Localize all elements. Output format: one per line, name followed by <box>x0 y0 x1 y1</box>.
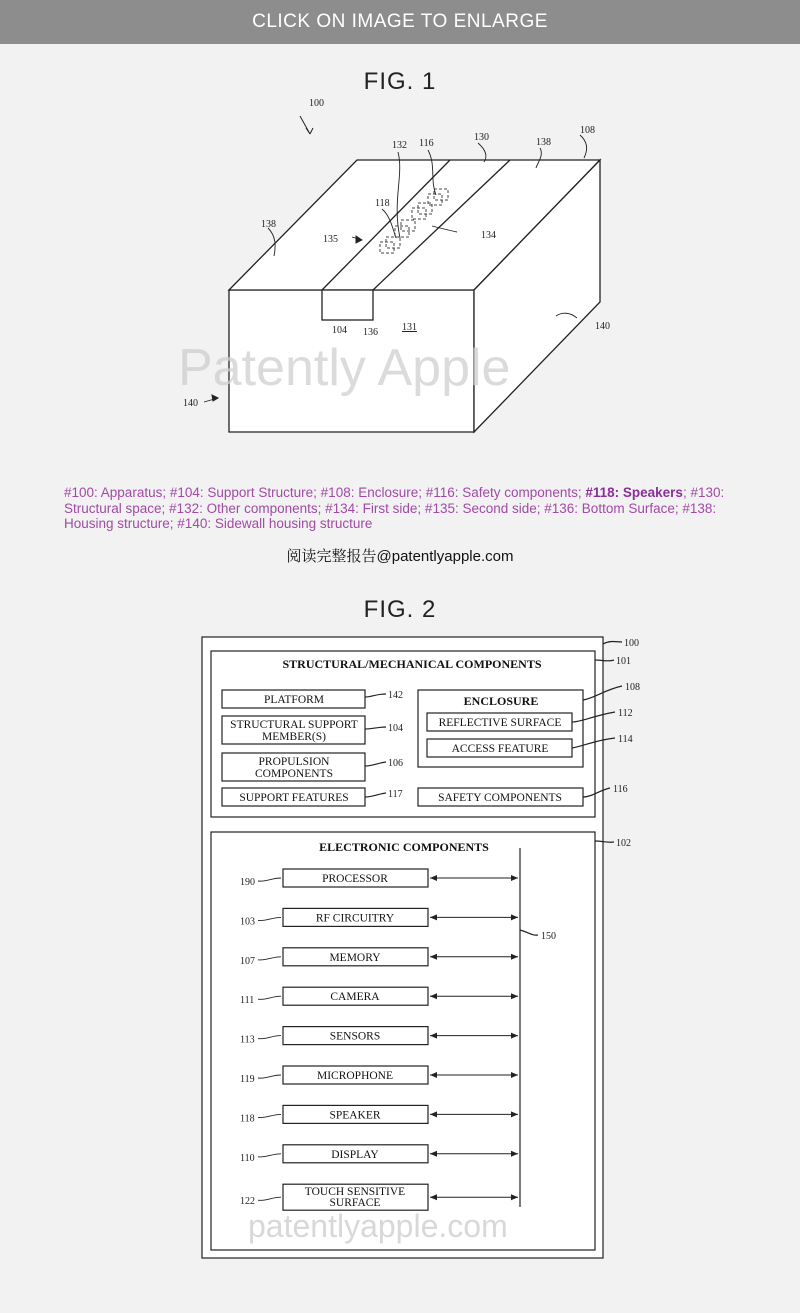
component-ref: 111 <box>240 995 255 1007</box>
caption-part1: #100: Apparatus; #104: Support Structure; #108: Enclosure; #116: Safety components; <box>64 485 586 500</box>
enclosure-label: ENCLOSURE <box>463 694 539 708</box>
watermark-fig1: Patently Apple <box>178 339 511 397</box>
component-label: SENSORS <box>329 1030 381 1043</box>
caption-highlight: #118: Speakers <box>585 485 683 500</box>
label-108: 108 <box>580 125 595 136</box>
label-136: 136 <box>363 327 378 338</box>
support-member-label-1: STRUCTURAL SUPPORT <box>230 719 358 731</box>
propulsion-label-1: PROPULSION <box>258 756 330 768</box>
electronic-heading: ELECTRONIC COMPONENTS <box>319 840 489 854</box>
component-ref: 113 <box>240 1034 255 1046</box>
ref-112: 112 <box>618 708 633 719</box>
ref-114: 114 <box>618 734 633 745</box>
fig1-title: FIG. 1 <box>363 68 437 95</box>
label-131: 131 <box>402 322 417 333</box>
label-140-left: 140 <box>183 398 198 409</box>
component-label: SPEAKER <box>329 1109 381 1122</box>
structural-heading: STRUCTURAL/MECHANICAL COMPONENTS <box>282 657 542 671</box>
safety-components-label: SAFETY COMPONENTS <box>438 792 562 804</box>
label-134: 134 <box>481 230 496 241</box>
figure-caption <box>64 485 744 532</box>
ref-142: 142 <box>388 690 403 701</box>
label-116: 116 <box>419 138 434 149</box>
component-ref: 190 <box>240 877 255 888</box>
fig2-title: FIG. 2 <box>363 596 437 623</box>
label-130: 130 <box>474 132 489 143</box>
ref-104: 104 <box>388 723 403 734</box>
component-label: PROCESSOR <box>322 873 388 885</box>
label-118: 118 <box>375 198 390 209</box>
caption-part2: ; #130: Structural space; #132: Other components; #134: First side; #135: Second side; #136: Bottom Surface; #138: Housing structure; #140: Sidewall housing structure <box>64 485 725 531</box>
component-label-line2: SURFACE <box>329 1197 381 1210</box>
platform-label: PLATFORM <box>263 694 325 706</box>
ref-117: 117 <box>388 789 403 800</box>
label-135: 135 <box>323 234 338 245</box>
support-member-label-2: MEMBER(S) <box>262 731 326 743</box>
access-feature-label: ACCESS FEATURE <box>451 743 549 755</box>
component-ref: 122 <box>240 1196 255 1208</box>
component-label: MICROPHONE <box>316 1070 394 1082</box>
component-ref: 110 <box>240 1152 255 1164</box>
ref-116: 116 <box>613 784 628 795</box>
ref-100: 100 <box>624 638 639 649</box>
watermark-fig2: patentlyapple.com <box>248 1208 508 1244</box>
label-132: 132 <box>392 140 407 151</box>
component-ref: 103 <box>240 916 255 928</box>
component-label: MEMORY <box>329 951 381 964</box>
ref-101: 101 <box>616 656 631 667</box>
enlarge-banner[interactable]: CLICK ON IMAGE TO ENLARGE <box>0 0 800 44</box>
label-138-right: 138 <box>536 137 551 148</box>
label-100: 100 <box>309 98 324 109</box>
propulsion-label-2: COMPONENTS <box>255 768 333 780</box>
fig2-diagram[interactable] <box>0 630 800 1270</box>
label-104: 104 <box>332 325 347 336</box>
component-ref: 107 <box>240 955 255 967</box>
ref-106: 106 <box>388 758 403 769</box>
support-features-label: SUPPORT FEATURES <box>239 792 349 804</box>
component-ref: 118 <box>240 1113 255 1125</box>
reflective-surface-label: REFLECTIVE SURFACE <box>438 717 562 729</box>
component-label: DISPLAY <box>331 1148 379 1161</box>
component-label: RF CIRCUITRY <box>315 912 395 925</box>
label-138-left: 138 <box>261 219 276 230</box>
read-full-report-link[interactable]: 阅读完整报告@patentlyapple.com <box>286 548 514 565</box>
support-structure-104 <box>322 290 373 320</box>
label-140-right: 140 <box>595 321 610 332</box>
component-label: CAMERA <box>330 991 380 1004</box>
ref-108: 108 <box>625 682 640 693</box>
component-label: TOUCH SENSITIVE <box>304 1186 406 1199</box>
ref-102: 102 <box>616 838 631 849</box>
fig1-diagram[interactable] <box>0 95 800 455</box>
component-ref: 119 <box>240 1074 255 1085</box>
ref-150: 150 <box>541 931 556 942</box>
